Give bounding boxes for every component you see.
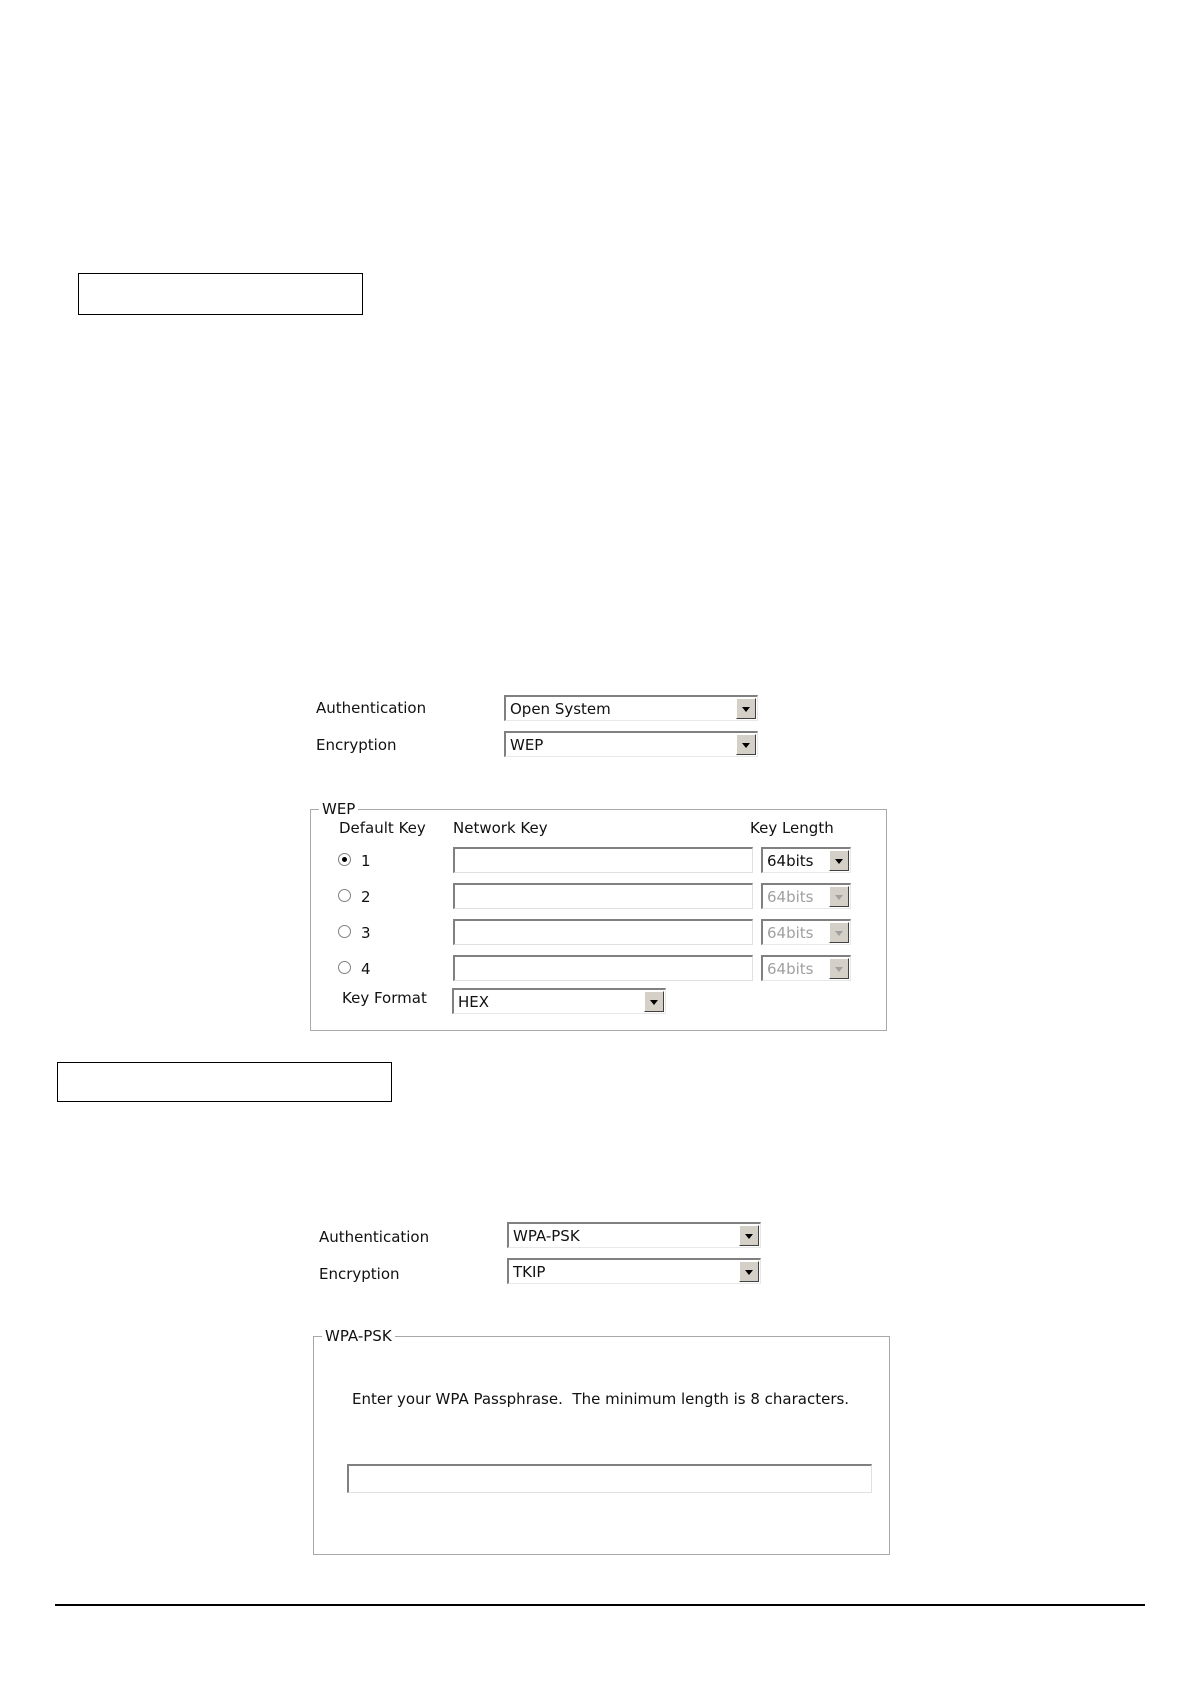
- key-number-label: 3: [361, 924, 371, 942]
- authentication-value: Open System: [510, 700, 611, 718]
- encryption-select[interactable]: [507, 1258, 761, 1284]
- encryption-select[interactable]: [504, 731, 758, 757]
- wpa-psk-group: [313, 1327, 890, 1555]
- encryption-value: WEP: [510, 736, 544, 754]
- key-number-label: 4: [361, 960, 371, 978]
- default-key-radio-2[interactable]: [338, 889, 351, 902]
- authentication-label: Authentication: [316, 699, 427, 717]
- key-number-label: 1: [361, 852, 371, 870]
- encryption-value: TKIP: [513, 1263, 546, 1281]
- wep-group-title: WEP: [319, 800, 358, 818]
- key-format-select[interactable]: [452, 988, 666, 1014]
- chevron-down-icon[interactable]: [736, 734, 756, 755]
- key-length-select-3[interactable]: [761, 919, 851, 945]
- chevron-down-icon[interactable]: [829, 958, 849, 979]
- passphrase-instruction: Enter your WPA Passphrase. The minimum length is 8 characters.: [352, 1390, 850, 1408]
- network-key-input-4[interactable]: [453, 955, 753, 981]
- heading-box-top: [78, 273, 363, 315]
- default-key-radio-3[interactable]: [338, 925, 351, 938]
- key-length-select-2[interactable]: [761, 883, 851, 909]
- passphrase-input[interactable]: [347, 1464, 872, 1493]
- chevron-down-icon[interactable]: [739, 1261, 759, 1282]
- encryption-label: Encryption: [319, 1265, 400, 1283]
- authentication-select[interactable]: [507, 1222, 761, 1248]
- authentication-select[interactable]: [504, 695, 758, 721]
- heading-box-middle: [57, 1062, 392, 1102]
- key-length-select-4[interactable]: [761, 955, 851, 981]
- default-key-header: Default Key: [339, 819, 426, 837]
- key-length-value: 64bits: [767, 852, 814, 870]
- default-key-radio-1[interactable]: [338, 853, 351, 866]
- key-length-header: Key Length: [750, 819, 834, 837]
- default-key-radio-4[interactable]: [338, 961, 351, 974]
- authentication-value: WPA-PSK: [513, 1227, 580, 1245]
- chevron-down-icon[interactable]: [644, 991, 664, 1012]
- wpa-psk-group-title: WPA-PSK: [322, 1327, 395, 1345]
- network-key-input-2[interactable]: [453, 883, 753, 909]
- key-length-value: 64bits: [767, 924, 814, 942]
- chevron-down-icon[interactable]: [736, 698, 756, 719]
- authentication-label: Authentication: [319, 1228, 430, 1246]
- key-format-value: HEX: [458, 993, 490, 1011]
- key-number-label: 2: [361, 888, 371, 906]
- encryption-label: Encryption: [316, 736, 397, 754]
- chevron-down-icon[interactable]: [829, 922, 849, 943]
- footer-rule: [55, 1604, 1145, 1606]
- network-key-input-1[interactable]: [453, 847, 753, 873]
- key-format-label: Key Format: [342, 989, 427, 1007]
- chevron-down-icon[interactable]: [829, 850, 849, 871]
- network-key-input-3[interactable]: [453, 919, 753, 945]
- chevron-down-icon[interactable]: [829, 886, 849, 907]
- network-key-header: Network Key: [453, 819, 548, 837]
- key-length-value: 64bits: [767, 888, 814, 906]
- key-length-value: 64bits: [767, 960, 814, 978]
- key-length-select-1[interactable]: [761, 847, 851, 873]
- chevron-down-icon[interactable]: [739, 1225, 759, 1246]
